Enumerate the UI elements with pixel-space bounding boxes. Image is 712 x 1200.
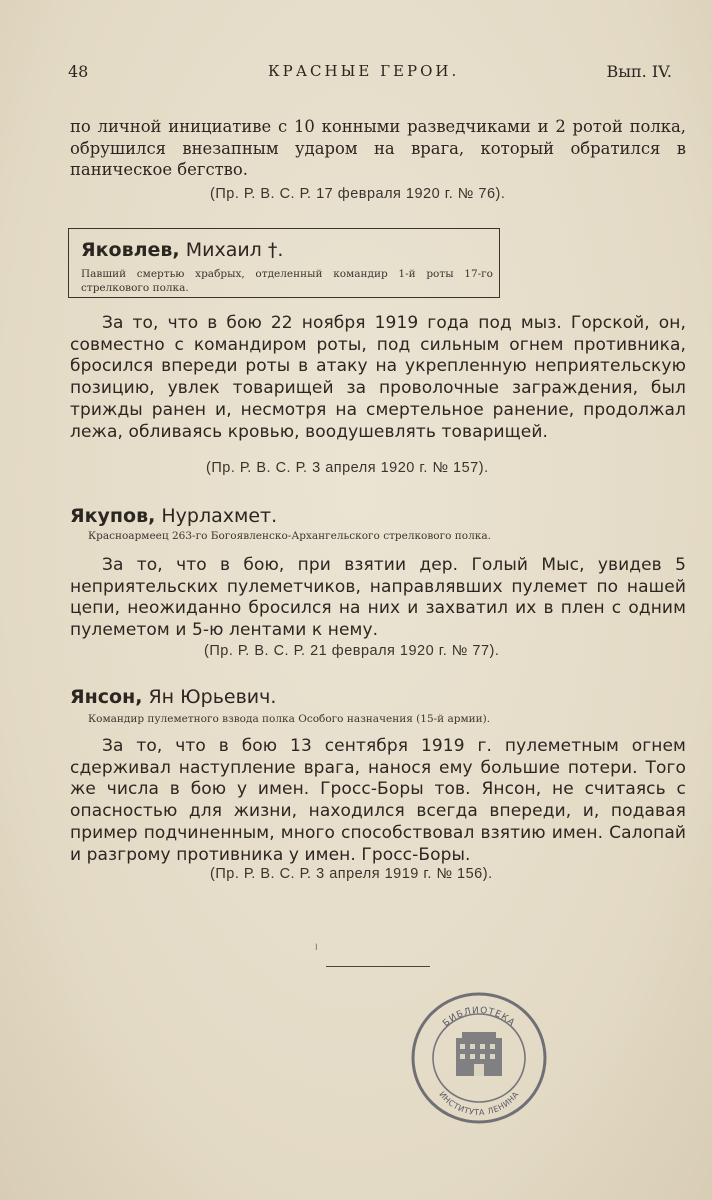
entry-reference-yakupov: (Пр. Р. В. С. Р. 21 февраля 1920 г. № 77). (204, 643, 500, 659)
page-number: 48 (68, 62, 89, 81)
entry-description-yanson: Командир пулеметного взвода полка Особого назначения (15-й армии). (88, 713, 491, 725)
entry-name-yanson (70, 686, 276, 708)
entry-reference-yanson: (Пр. Р. В. С. Р. 3 апреля 1919 г. № 156). (210, 866, 493, 882)
stamp-bottom-text: ИНСТИТУТА ЛЕНИНА (437, 1089, 521, 1118)
issue-number: Вып. IV. (606, 62, 672, 81)
running-header (68, 62, 672, 86)
running-title: КРАСНЫЕ ГЕРОИ. (268, 62, 460, 80)
given-name: Михаил †. (185, 239, 284, 261)
library-stamp (410, 990, 548, 1126)
given-name: Ян Юрьевич. (148, 686, 277, 708)
surname: Янсон, (70, 686, 143, 708)
entry-name-yakovlev (81, 239, 283, 261)
entry-reference-yakovlev: (Пр. Р. В. С. Р. 3 апреля 1920 г. № 157). (206, 460, 489, 476)
stamp-top-text: БИБЛИОТЕКА (441, 1005, 517, 1029)
entry-text-yakovlev: За то, что в бою 22 ноября 1919 года под мыз. Горской, он, совместно с командиром роты, под сильным огнем противника, бросился впереди роты в атаку на укрепленную неприятельскую позицию, увлек товарищей за проволочные заграждения, был трижды ранен и, несмотря на смертельное ранение, продолжал лежа, обливаясь кровью, воодушевлять товарищей. (70, 313, 686, 442)
section-divider (326, 966, 430, 967)
stamp-building-icon (456, 1032, 502, 1076)
entry-text-yakupov: За то, что в бою, при взятии дер. Голый Мыс, увидев 5 неприятельских пулеметчиков, направлявших пулемет по нашей цепи, неожиданно бросился на них и захватил их в плен с одним пулеметом и 5-ю лентами к нему. (70, 555, 686, 641)
entry-description-yakupov: Красноармеец 263-го Богоявленско-Архангельского стрелкового полка. (88, 530, 491, 542)
entry-text-yanson: За то, что в бою 13 сентября 1919 г. пулеметным огнем сдерживал наступление врага, нанося ему большие потери. Того же числа в бою у имен. Гросс-Боры тов. Янсон, не считаясь с опасностью для жизни, находился всегда впереди, и, подавая пример подчиненным, много способствовал взятию имен. Салопай и разгрому противника у имен. Гросс-Боры. (70, 736, 686, 865)
intro-reference: (Пр. Р. В. С. Р. 17 февраля 1920 г. № 76). (210, 186, 506, 202)
entry-description: Павший смертью храбрых, отделенный командир 1-й роты 17-го стрелкового полка. (81, 268, 493, 294)
entry-name-yakupov (70, 505, 277, 527)
end-mark: ᛌ (312, 942, 321, 958)
intro-paragraph: по личной инициативе с 10 конными разведчиками и 2 ротой полка, обрушился внезапным ударом на врага, который обратился в паническое бегство. (70, 117, 686, 180)
surname: Якупов, (70, 505, 156, 527)
surname: Яковлев, (81, 239, 180, 261)
entry-header-box (68, 228, 500, 298)
given-name: Нурлахмет. (161, 505, 278, 527)
